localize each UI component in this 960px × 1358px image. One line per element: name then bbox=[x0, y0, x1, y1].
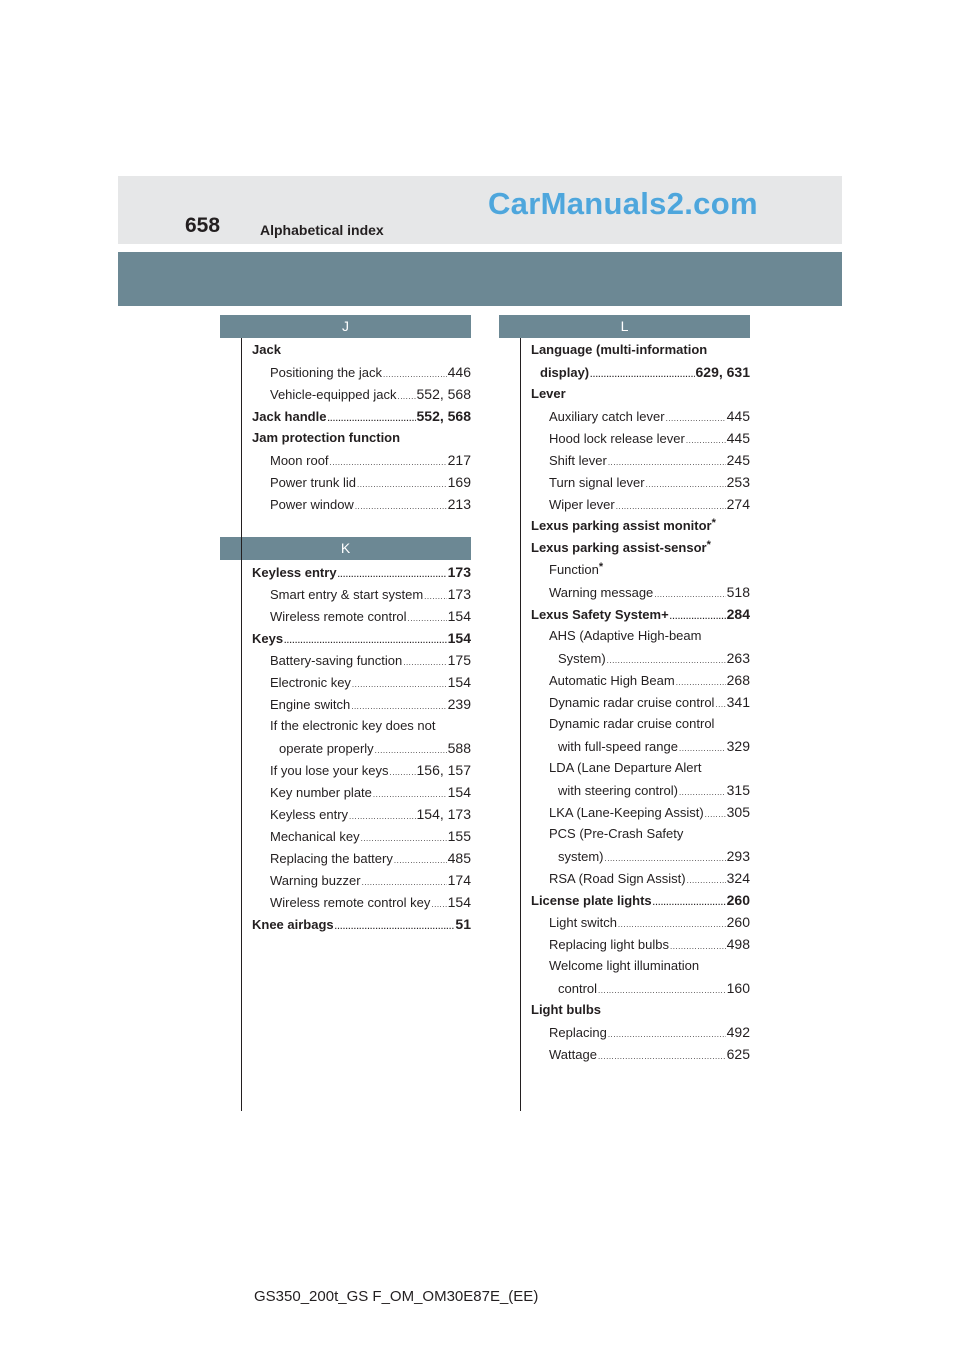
entry-page[interactable]: 239 bbox=[447, 696, 471, 712]
entry-text: Wireless remote control key bbox=[270, 895, 431, 910]
watermark-logo[interactable]: CarManuals2.com bbox=[488, 186, 758, 221]
entry-text: system) bbox=[558, 849, 604, 864]
entry-page[interactable]: 217 bbox=[447, 452, 471, 468]
entry-text: Jack bbox=[252, 342, 281, 357]
entry-page[interactable]: 154 bbox=[447, 608, 471, 624]
entry-page[interactable]: 260 bbox=[726, 892, 750, 908]
index-entry bbox=[531, 757, 750, 779]
section-header-j: J bbox=[220, 315, 471, 338]
footnote-star: * bbox=[598, 561, 604, 573]
entry-text: Wattage bbox=[549, 1047, 597, 1062]
index-entry bbox=[531, 955, 750, 977]
entry-text: AHS (Adaptive High-beam bbox=[549, 628, 702, 643]
entry-page[interactable]: 268 bbox=[726, 672, 750, 688]
entry-text: If you lose your keys bbox=[270, 763, 389, 778]
entry-page[interactable]: 51 bbox=[455, 916, 471, 932]
index-entry bbox=[531, 1021, 750, 1043]
index-entry bbox=[252, 493, 471, 515]
entry-text: Language (multi-information bbox=[531, 342, 708, 357]
entry-page[interactable]: 156, 157 bbox=[416, 762, 471, 778]
index-entry bbox=[531, 559, 750, 581]
entry-page[interactable]: 518 bbox=[726, 584, 750, 600]
entry-page[interactable]: 155 bbox=[447, 828, 471, 844]
entry-text: Jack handle bbox=[252, 409, 327, 424]
entry-page[interactable]: 175 bbox=[447, 652, 471, 668]
index-entry bbox=[252, 913, 471, 935]
entry-page[interactable]: 445 bbox=[726, 408, 750, 424]
entry-text: Lever bbox=[531, 386, 566, 401]
index-entry bbox=[531, 361, 750, 383]
entry-page[interactable]: 329 bbox=[726, 738, 750, 754]
entry-text: Engine switch bbox=[270, 697, 351, 712]
entry-text: Wireless remote control bbox=[270, 609, 407, 624]
entry-text: Turn signal lever bbox=[549, 475, 645, 490]
index-entry bbox=[252, 803, 471, 825]
index-entry bbox=[252, 649, 471, 671]
entry-text: Light switch bbox=[549, 915, 617, 930]
index-entry bbox=[531, 823, 750, 845]
entry-page[interactable]: 174 bbox=[447, 872, 471, 888]
entry-text: Replacing the battery bbox=[270, 851, 393, 866]
entry-text: System) bbox=[558, 651, 606, 666]
entry-page[interactable]: 253 bbox=[726, 474, 750, 490]
index-entry bbox=[252, 825, 471, 847]
entry-text: Electronic key bbox=[270, 675, 351, 690]
entry-text: Shift lever bbox=[549, 453, 607, 468]
entry-text: Replacing bbox=[549, 1025, 607, 1040]
entry-text: RSA (Road Sign Assist) bbox=[549, 871, 686, 886]
entry-text: Light bulbs bbox=[531, 1002, 602, 1017]
index-entry bbox=[252, 671, 471, 693]
index-entry bbox=[531, 735, 750, 757]
entry-text: If the electronic key does not bbox=[270, 718, 436, 733]
index-entry bbox=[531, 889, 750, 911]
index-entry bbox=[252, 471, 471, 493]
entry-text: Keyless entry bbox=[270, 807, 349, 822]
index-entry bbox=[531, 625, 750, 647]
entry-text: License plate lights bbox=[531, 893, 652, 908]
entry-page[interactable]: 260 bbox=[726, 914, 750, 930]
index-entry bbox=[531, 647, 750, 669]
entry-text: Knee airbags bbox=[252, 917, 334, 932]
index-entry bbox=[531, 581, 750, 603]
leader-dots bbox=[335, 916, 455, 938]
entry-text: control bbox=[558, 981, 598, 996]
entry-text: Function bbox=[549, 562, 599, 577]
entry-page[interactable]: 445 bbox=[726, 430, 750, 446]
index-entry bbox=[252, 383, 471, 405]
index-entry bbox=[252, 781, 471, 803]
entry-text: Dynamic radar cruise control bbox=[549, 695, 715, 710]
entry-text: Power trunk lid bbox=[270, 475, 356, 490]
section-banner bbox=[118, 252, 842, 306]
index-entry bbox=[252, 869, 471, 891]
index-entry bbox=[531, 383, 750, 405]
entry-page[interactable]: 492 bbox=[726, 1024, 750, 1040]
page-title: Alphabetical index bbox=[260, 222, 384, 238]
entry-page[interactable]: 588 bbox=[447, 740, 471, 756]
index-entry bbox=[531, 691, 750, 713]
entry-page[interactable]: 160 bbox=[726, 980, 750, 996]
index-list-l bbox=[531, 339, 750, 1065]
entry-text: with steering control) bbox=[558, 783, 678, 798]
index-entry bbox=[531, 779, 750, 801]
index-entry bbox=[252, 339, 471, 361]
index-entry bbox=[531, 405, 750, 427]
entry-text: Vehicle-equipped jack bbox=[270, 387, 397, 402]
entry-text: Power window bbox=[270, 497, 354, 512]
footer-code: GS350_200t_GS F_OM_OM30E87E_(EE) bbox=[254, 1288, 539, 1305]
entry-text: Automatic High Beam bbox=[549, 673, 675, 688]
index-entry bbox=[252, 759, 471, 781]
entry-text: Keyless entry bbox=[252, 565, 337, 580]
entry-page[interactable]: 154 bbox=[447, 784, 471, 800]
entry-page[interactable]: 154, 173 bbox=[416, 806, 471, 822]
entry-text: display) bbox=[540, 365, 590, 380]
index-entry bbox=[252, 561, 471, 583]
entry-text: operate properly bbox=[279, 741, 374, 756]
entry-text: PCS (Pre-Crash Safety bbox=[549, 826, 684, 841]
entry-page[interactable]: 552, 568 bbox=[416, 408, 471, 424]
index-entry bbox=[531, 471, 750, 493]
index-entry bbox=[531, 427, 750, 449]
footnote-star: * bbox=[711, 517, 716, 529]
entry-text: with full-speed range bbox=[558, 739, 678, 754]
entry-text: Moon roof bbox=[270, 453, 329, 468]
section-header-k: K bbox=[220, 537, 471, 560]
entry-page[interactable]: 629, 631 bbox=[695, 364, 750, 380]
entry-page[interactable]: 245 bbox=[726, 452, 750, 468]
entry-page[interactable]: 324 bbox=[726, 870, 750, 886]
entry-page[interactable]: 173 bbox=[447, 564, 471, 580]
entry-text: Wiper lever bbox=[549, 497, 615, 512]
index-entry bbox=[531, 493, 750, 515]
entry-text: Keys bbox=[252, 631, 284, 646]
column-rule-left bbox=[241, 338, 242, 1111]
index-entry bbox=[252, 361, 471, 383]
index-entry bbox=[531, 713, 750, 735]
entry-text: LKA (Lane-Keeping Assist) bbox=[549, 805, 704, 820]
entry-page[interactable]: 552, 568 bbox=[416, 386, 471, 402]
entry-text: Warning message bbox=[549, 585, 654, 600]
index-entry bbox=[252, 605, 471, 627]
section-header-l: L bbox=[499, 315, 750, 338]
index-entry bbox=[531, 669, 750, 691]
entry-page[interactable]: 315 bbox=[726, 782, 750, 798]
page-number: 658 bbox=[185, 214, 221, 237]
index-entry bbox=[531, 867, 750, 889]
index-entry bbox=[252, 715, 471, 737]
entry-text: Hood lock release lever bbox=[549, 431, 685, 446]
index-entry bbox=[531, 1043, 750, 1065]
index-entry bbox=[252, 427, 471, 449]
index-entry bbox=[252, 449, 471, 471]
index-entry bbox=[252, 847, 471, 869]
index-entry bbox=[531, 515, 750, 537]
index-entry bbox=[531, 603, 750, 625]
index-entry bbox=[531, 801, 750, 823]
index-entry bbox=[252, 891, 471, 913]
entry-text: Dynamic radar cruise control bbox=[549, 716, 715, 731]
entry-text: Replacing light bulbs bbox=[549, 937, 669, 952]
index-entry bbox=[531, 537, 750, 559]
index-entry bbox=[531, 449, 750, 471]
entry-page[interactable]: 154 bbox=[447, 630, 471, 646]
entry-page[interactable]: 263 bbox=[726, 650, 750, 666]
entry-page[interactable]: 305 bbox=[726, 804, 750, 820]
index-entry bbox=[252, 737, 471, 759]
entry-text: Positioning the jack bbox=[270, 365, 383, 380]
entry-page[interactable]: 274 bbox=[726, 496, 750, 512]
entry-page[interactable]: 341 bbox=[726, 694, 750, 710]
entry-text: Smart entry & start system bbox=[270, 587, 424, 602]
index-entry bbox=[531, 845, 750, 867]
index-entry bbox=[252, 693, 471, 715]
entry-text: Lexus parking assist-sensor bbox=[531, 540, 707, 555]
entry-text: Warning buzzer bbox=[270, 873, 361, 888]
footnote-star: * bbox=[706, 539, 711, 551]
index-entry bbox=[252, 627, 471, 649]
index-list-j bbox=[252, 339, 471, 515]
index-entry bbox=[531, 999, 750, 1021]
entry-text: Battery-saving function bbox=[270, 653, 403, 668]
index-entry bbox=[531, 977, 750, 999]
leader-dots bbox=[355, 496, 447, 518]
entry-text: LDA (Lane Departure Alert bbox=[549, 760, 702, 775]
entry-text: Lexus Safety System+ bbox=[531, 607, 669, 622]
entry-text: Welcome light illumination bbox=[549, 958, 700, 973]
entry-text: Lexus parking assist monitor bbox=[531, 518, 712, 533]
index-entry bbox=[252, 583, 471, 605]
entry-page[interactable]: 293 bbox=[726, 848, 750, 864]
index-entry bbox=[531, 911, 750, 933]
entry-page[interactable]: 154 bbox=[447, 674, 471, 690]
entry-page[interactable]: 169 bbox=[447, 474, 471, 490]
leader-dots bbox=[598, 1046, 726, 1068]
entry-page[interactable]: 173 bbox=[447, 586, 471, 602]
index-list-k bbox=[252, 561, 471, 935]
entry-page[interactable]: 498 bbox=[726, 936, 750, 952]
entry-text: Mechanical key bbox=[270, 829, 360, 844]
entry-page[interactable]: 154 bbox=[447, 894, 471, 910]
index-entry bbox=[531, 339, 750, 361]
index-entry bbox=[252, 405, 471, 427]
column-rule-right bbox=[520, 338, 521, 1111]
index-entry bbox=[531, 933, 750, 955]
entry-page[interactable]: 446 bbox=[447, 364, 471, 380]
entry-text: Key number plate bbox=[270, 785, 372, 800]
entry-text: Auxiliary catch lever bbox=[549, 409, 665, 424]
entry-text: Jam protection function bbox=[252, 430, 401, 445]
entry-page[interactable]: 284 bbox=[726, 606, 750, 622]
entry-page[interactable]: 213 bbox=[447, 496, 471, 512]
entry-page[interactable]: 485 bbox=[447, 850, 471, 866]
entry-page[interactable]: 625 bbox=[726, 1046, 750, 1062]
